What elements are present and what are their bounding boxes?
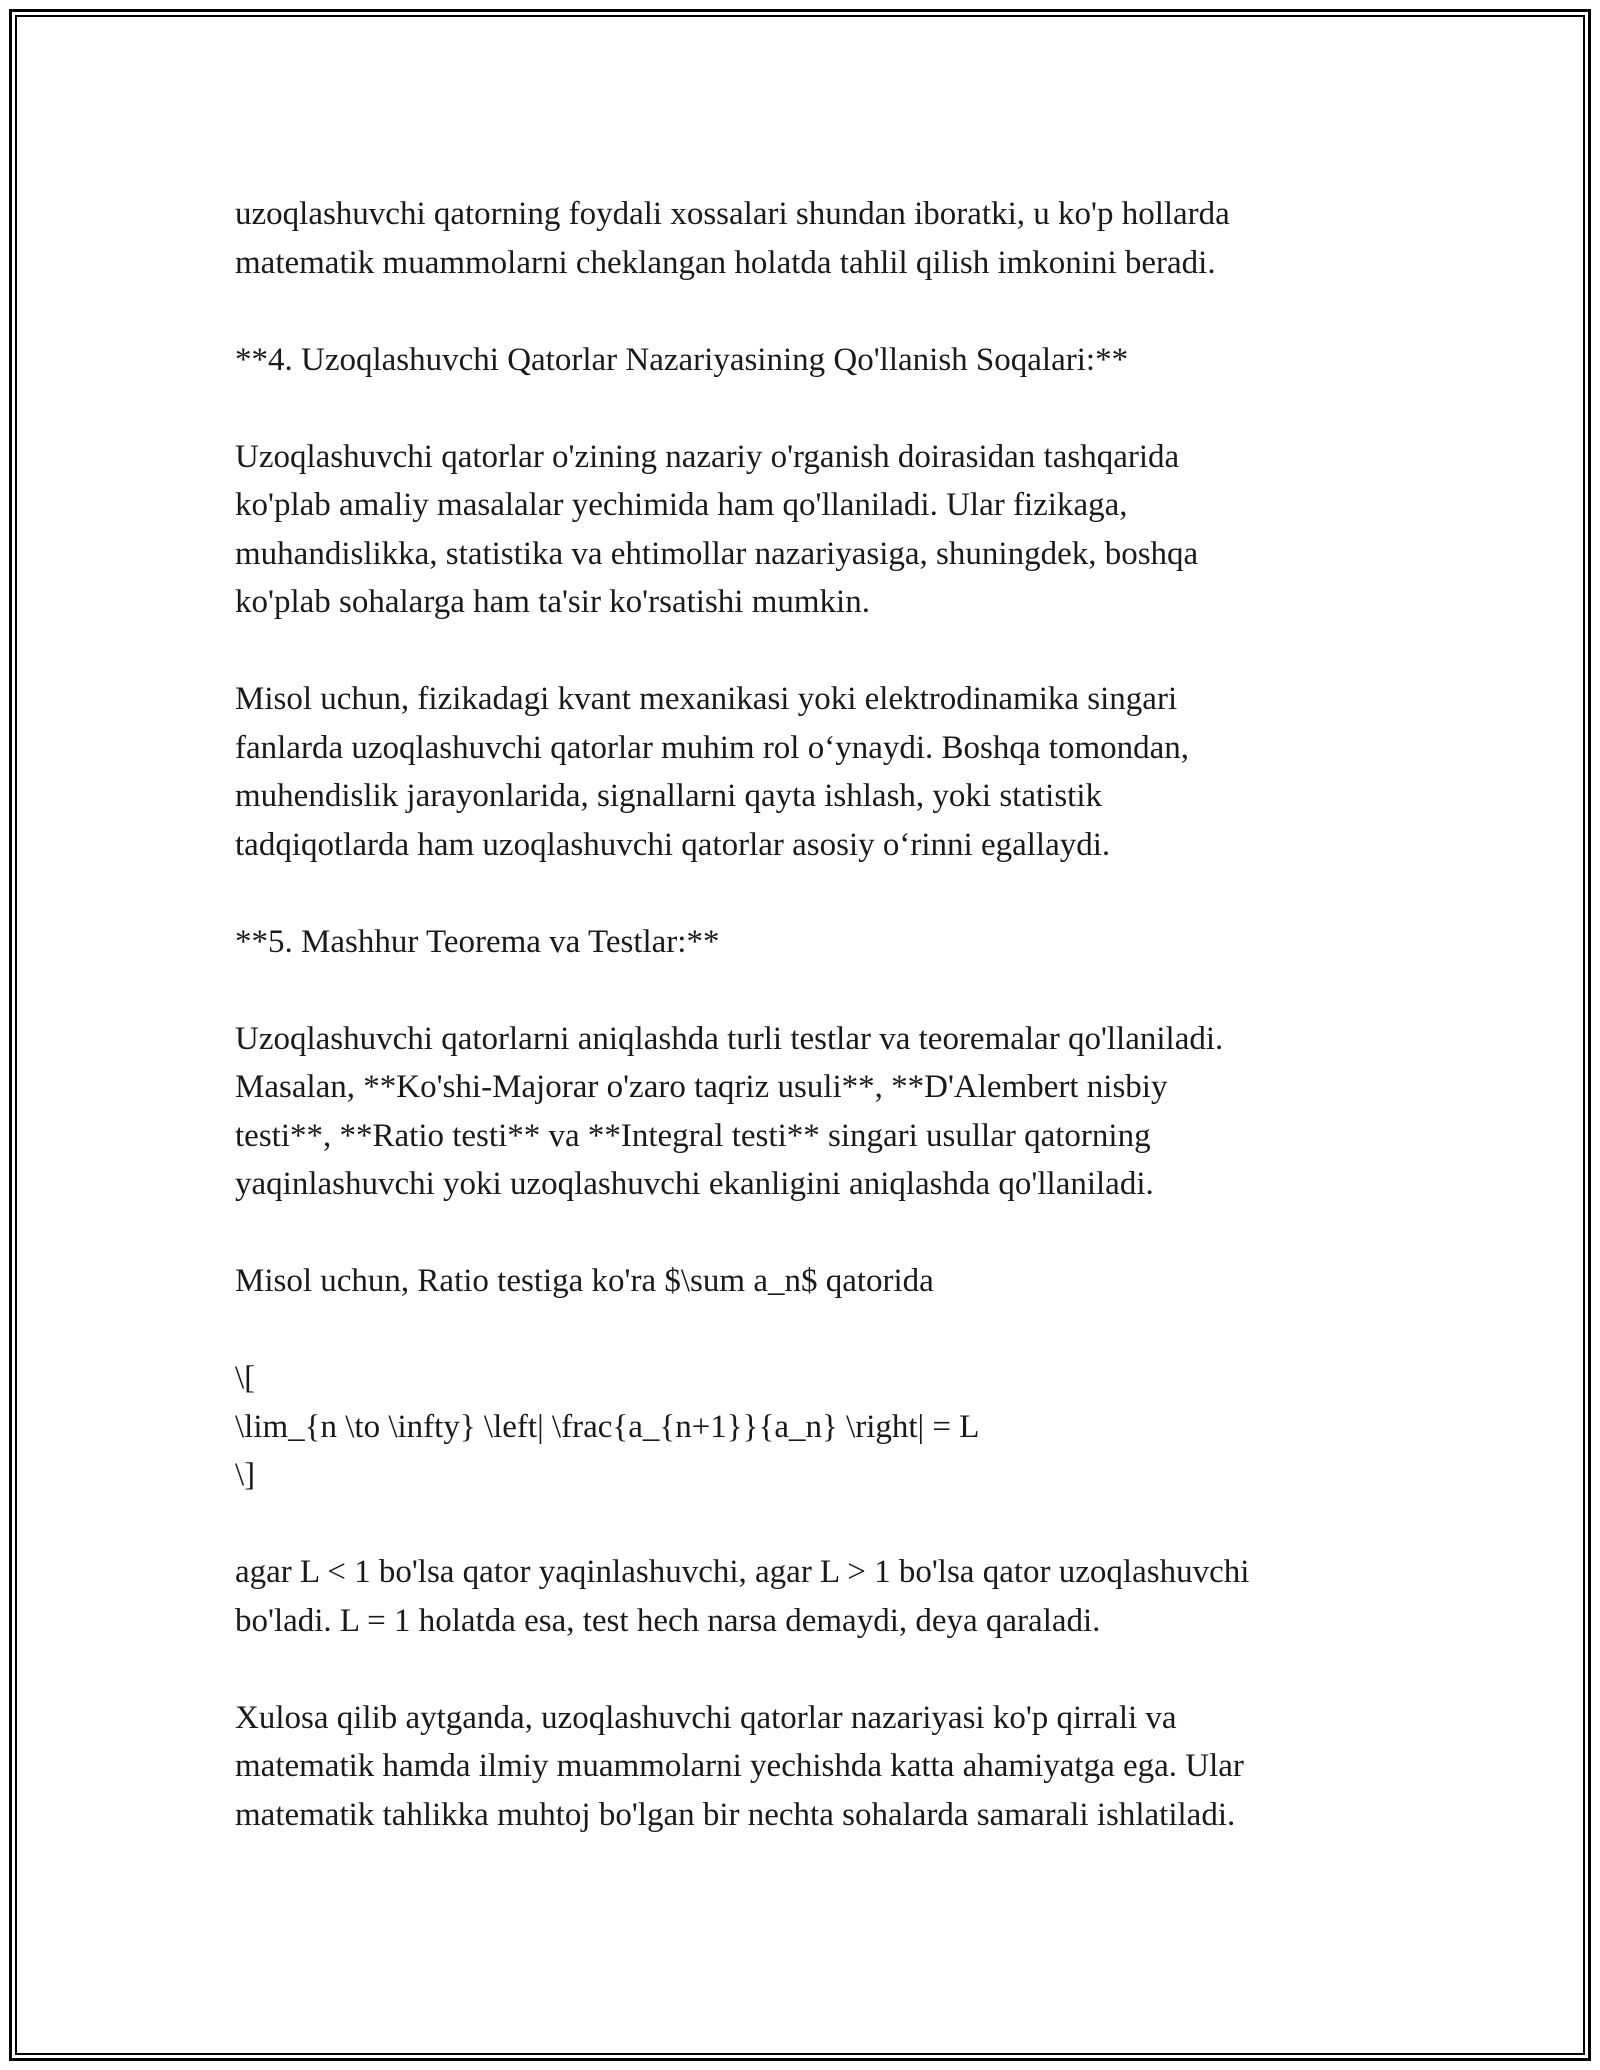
section-heading-4: **4. Uzoqlashuvchi Qatorlar Nazariyasining Qo'llanish Soqalari:** bbox=[235, 341, 1129, 378]
paragraph-ratio-example: Misol uchun, Ratio testiga ko'ra $\sum a_n$ qatorida bbox=[235, 1263, 934, 1299]
paragraph-intro-continuation: uzoqlashuvchi qatorning foydali xossalari shundan iboratki, u ko'p hollarda matematik muammolarni cheklangan holatda tahlil qilish imkonini beradi. bbox=[235, 196, 1230, 281]
document-body bbox=[235, 190, 1395, 1839]
paragraph-tests: Uzoqlashuvchi qatorlarni aniqlashda turli testlar va teoremalar qo'llaniladi. Masalan, **Ko'shi-Majorar o'zaro taqriz usuli**, **D'Alembert nisbiy testi**, **Ratio testi** va **Integral testi** singari usullar qatorning yaqinlashuvchi yoki uzoqlashuvchi ekanligini aniqlashda qo'llaniladi. bbox=[235, 1020, 1224, 1202]
paragraph-applications: Uzoqlashuvchi qatorlar o'zining nazariy o'rganish doirasidan tashqarida ko'plab amaliy masalalar yechimida ham qo'llaniladi. Ular fizikaga, muhandislikka, statistika va ehtimollar nazariyasiga, shuningdek, boshqa ko'plab sohalarga ham ta'sir ko'rsatishi mumkin. bbox=[235, 438, 1199, 620]
section-heading-5: **5. Mashhur Teorema va Testlar:** bbox=[235, 923, 720, 960]
document-page bbox=[9, 9, 1591, 2061]
paragraph-physics-example: Misol uchun, fizikadagi kvant mexanikasi yoki elektrodinamika singari fanlarda uzoqlashuvchi qatorlar muhim rol o‘ynaydi. Boshqa tomondan, muhendislik jarayonlarida, signallarni qayta ishlash, yoki statistik tadqiqotlarda ham uzoqlashuvchi qatorlar asosiy o‘rinni egallaydi. bbox=[235, 681, 1190, 863]
paragraph-conclusion: Xulosa qilib aytganda, uzoqlashuvchi qatorlar nazariyasi ko'p qirrali va matematik hamda ilmiy muammolarni yechishda katta ahamiyatga ega. Ular matematik tahlikka muhtoj bo'lgan bir nechta sohalarda samarali ishlatiladi. bbox=[235, 1699, 1244, 1833]
paragraph-ratio-result: agar L < 1 bo'lsa qator yaqinlashuvchi, agar L > 1 bo'lsa qator uzoqlashuvchi bo'ladi. L = 1 holatda esa, test hech narsa demaydi, deya qaraladi. bbox=[235, 1554, 1250, 1639]
formula-block: \[ \lim_{n \to \infty} \left| \frac{a_{n+1}}{a_n} \right| = L \] bbox=[235, 1360, 980, 1493]
